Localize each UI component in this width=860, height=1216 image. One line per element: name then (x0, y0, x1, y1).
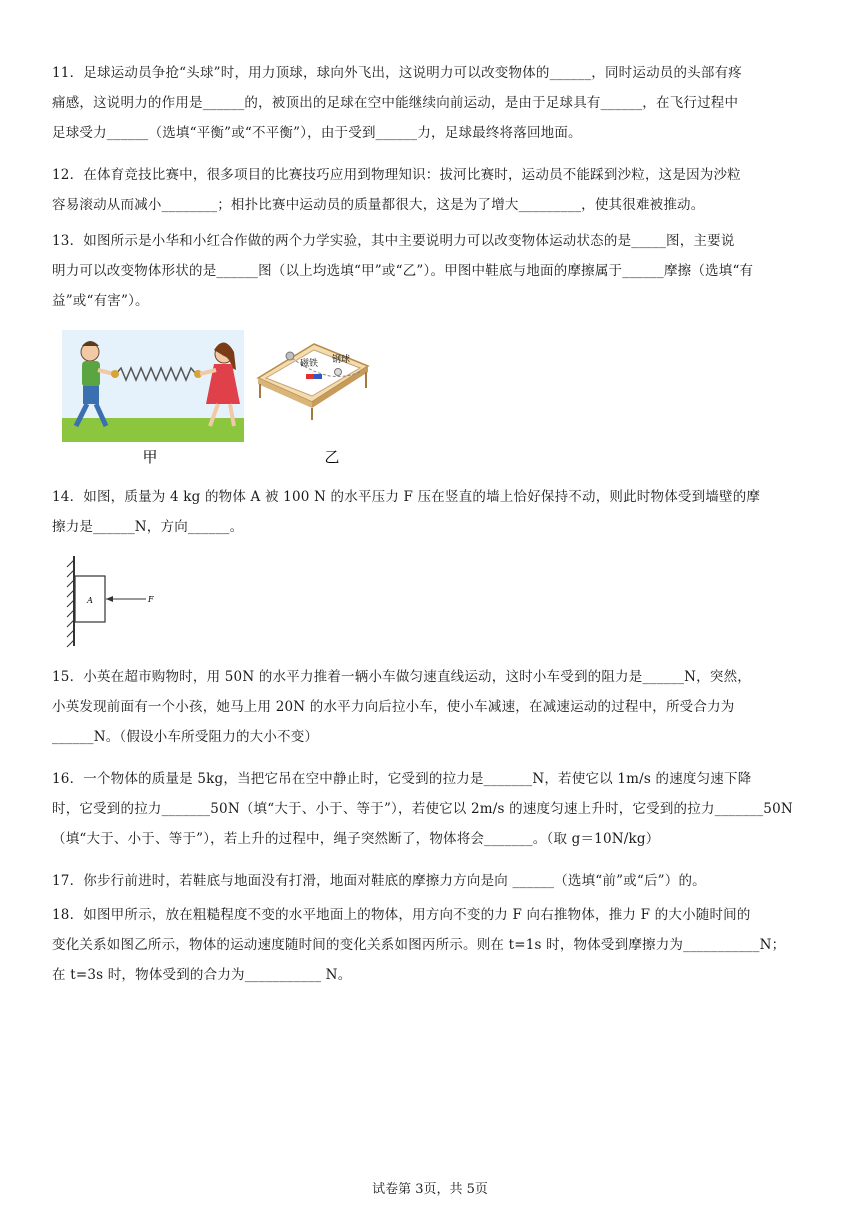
question-17 (52, 866, 812, 896)
question-line: 18．如图甲所示，放在粗糙程度不变的水平地面上的物体，用方向不变的力 F 向右推物体，推力 F 的大小随时间的 (52, 907, 751, 923)
question-line: ______N。（假设小车所受阻力的大小不变） (52, 729, 319, 745)
question-line: 明力可以改变物体形状的是______图（以上均选填“甲”或“乙”）。甲图中鞋底与地面的摩擦属于______摩擦（选填“有 (52, 263, 754, 279)
block-label: A (87, 596, 93, 605)
question-line: 擦力是______N，方向______。 (52, 519, 244, 535)
question-13 (52, 226, 812, 316)
question-line: 时，它受到的拉力_______50N（填“大于、小于、等于”），若使它以 2m/s 的速度匀速上升时，它受到的拉力_______50N (52, 801, 793, 817)
force-label: F (148, 595, 154, 604)
question-line: 益”或“有害”）。 (52, 293, 149, 309)
question-line: 14．如图，质量为 4 kg 的物体 A 被 100 N 的水平压力 F 压在竖直的墙上恰好保持不动，则此时物体受到墙壁的摩 (52, 489, 761, 505)
question-16 (52, 764, 812, 854)
question-line: 足球受力______（选填“平衡”或“不平衡”），由于受到______力，足球最终将落回地面。 (52, 125, 582, 141)
question-line: 小英发现前面有一个小孩，她马上用 20N 的水平力向后拉小车，使小车减速，在减速运动的过程中，所受合力为 (52, 699, 735, 715)
question-line: 17．你步行前进时，若鞋底与地面没有打滑，地面对鞋底的摩擦力方向是向 ______（选填“前”或“后”）的。 (52, 873, 706, 889)
yi-illustration (258, 344, 368, 420)
ball-label: 钢球 (332, 355, 351, 365)
jia-illustration (62, 330, 244, 442)
question-line: （填“大于、小于、等于”），若上升的过程中，绳子突然断了，物体将会_______。（取 g＝10N/kg） (52, 831, 660, 847)
question-line: 变化关系如图乙所示，物体的运动速度随时间的变化关系如图丙所示。则在 t=1s 时，物体受到摩擦力为___________N； (52, 937, 786, 953)
magnet-label: 磁铁 (300, 359, 319, 369)
page-footer: 试卷第 3页，共 5页 (372, 1182, 488, 1197)
question-18 (52, 900, 812, 990)
question-line: 在 t=3s 时，物体受到的合力为___________ N。 (52, 967, 352, 983)
wall-block-figure (64, 556, 174, 648)
question-line: 容易滚动从而减小________；相扑比赛中运动员的质量都很大，这是为了增大_________，使其很难被推动。 (52, 197, 705, 213)
question-line: 16．一个物体的质量是 5kg，当把它吊在空中静止时，它受到的拉力是_______N，若使它以 1m/s 的速度匀速下降 (52, 771, 752, 787)
question-line: 13．如图所示是小华和小红合作做的两个力学实验，其中主要说明力可以改变物体运动状态的是_____图，主要说 (52, 233, 735, 249)
jia-label: 甲 (142, 448, 158, 466)
question-15 (52, 662, 812, 752)
experiment-figure (62, 330, 372, 470)
question-line: 15．小英在超市购物时，用 50N 的水平力推着一辆小车做匀速直线运动，这时小车受到的阻力是______N，突然， (52, 669, 751, 685)
question-line: 12．在体育竞技比赛中，很多项目的比赛技巧应用到物理知识：拔河比赛时，运动员不能踩到沙粒，这是因为沙粒 (52, 167, 741, 183)
question-11 (52, 58, 812, 148)
question-14 (52, 482, 812, 542)
question-line: 痛感，这说明力的作用是______的，被顶出的足球在空中能继续向前运动，是由于足球具有______，在飞行过程中 (52, 95, 739, 111)
question-line: 11．足球运动员争抢“头球”时，用力顶球，球向外飞出，这说明力可以改变物体的______，同时运动员的头部有疼 (52, 65, 742, 81)
yi-label: 乙 (324, 448, 340, 466)
question-12 (52, 160, 812, 220)
